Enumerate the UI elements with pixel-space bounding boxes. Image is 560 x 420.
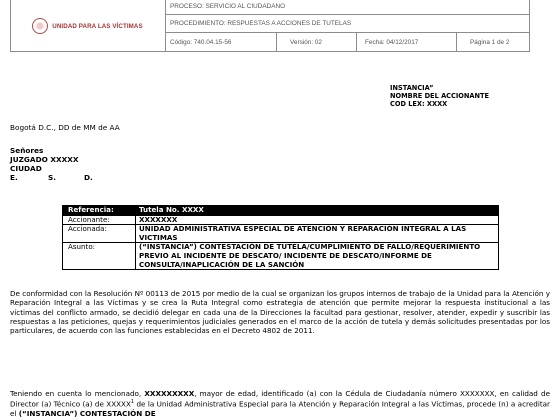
addressee-block [390,84,489,108]
logo-text: UNIDAD PARA LAS VÍCTIMAS [52,22,143,30]
paragraph-text-part: Teniendo en cuenta lo mencionado, [10,389,145,398]
row-label: Accionada: [63,225,136,243]
seal-icon [32,18,48,34]
header-divider [10,0,11,52]
lex-code: COD LEX: XXXX [390,100,448,108]
procedure-label: PROCEDIMIENTO: RESPUESTAS A ACCIONES DE TUTELAS [170,20,352,27]
place-date: Bogotá D.C., DD de MM de AA [10,123,120,132]
reference-table [62,205,499,270]
reference-value: Tutela No. XXXX [136,206,499,216]
paragraph-text: De conformidad con la Resolución Nº 00113 de 2015 por medio de la cual se organizan los grupos internos de trabajo de la Unidad para la Atención y Reparación Integral a las Víctimas y se crea la Ruta Integral como estrategia de atención que permite mejorar la respuesta institucional a las víctimas del conflicto armado, se decidió delegar en cada una de la Direcciones la facultad para gestionar, resolver, atender, expedir y suscribir las respuestas a las peticiones, quejas y requerimientos judiciales generados en el marco de la acción de tutela y demás solicitudes presentadas por los particulares, de acuerdo con las funciones establecidas en el Decreto 4802 de 2011. [10,289,550,336]
director-name: XXXXXXXXX [144,389,195,398]
row-value: UNIDAD ADMINISTRATIVA ESPECIAL DE ATENCIÓN Y REPARACIÓN INTEGRAL A LAS VICTIMAS [136,225,499,243]
row-value: XXXXXXX [136,215,499,225]
table-row [63,206,499,216]
table-row [63,225,499,243]
footnote-marker: 1 [130,399,135,406]
body-paragraph-1 [10,289,550,335]
header-divider [356,32,357,52]
header-divider [165,14,530,15]
header-divider [456,32,457,52]
version-label: Versión: 02 [290,39,322,46]
letter-e: E. [10,173,18,182]
salutation: Señores [10,146,44,155]
code-label: Código: 740.04.15-56 [170,39,232,46]
paragraph-text-part: de la Unidad Administrativa Especial para la Atención y Reparación Integral a las Víctimas, procede (n) a acreditar el [10,399,550,418]
court-line [10,155,79,164]
page-number: Página 1 de 2 [470,39,510,46]
city: CIUDAD [10,164,42,173]
header-divider [10,51,530,52]
row-label: Asunto: [63,243,136,270]
court-prefix: JUZGADO [10,155,48,164]
date-label: Fecha: 04/12/2017 [365,39,419,46]
logo [10,0,165,52]
document-header [10,0,530,52]
row-value: (“INSTANCIA”) CONTESTACIÓN DE TUTELA/CUMPLIMIENTO DE FALLO/REQUERIMIENTO PREVIO AL INCIDENTE DE DESCATO/ INCIDENTE DE DESCATO/INFORME DE CONSULTA/INAPLICACIÓN DE LA SANCIÓN [136,243,499,270]
letter-s: S. [48,173,57,182]
header-divider [165,32,530,33]
instance-subject: (“INSTANCIA”) CONTESTACIÓN DE [18,408,156,418]
claimant-name: NOMBRE DEL ACCIONANTE [390,92,490,100]
header-divider [529,0,530,52]
instance-line: INSTANCIA” [390,84,434,92]
reference-label: Referencia: [63,206,136,216]
table-row [63,243,499,270]
header-divider [165,0,166,52]
letter-d: D. [84,173,93,182]
paragraph-text [10,389,550,418]
paragraph-text-part: , mayor de edad, identificado (a) con la Cédula de Ciudadanía número XXXXXXX, en calidad de Director (a) Técnico (a) de XXXXX [10,389,550,409]
body-paragraph-2 [10,389,550,418]
court-name: XXXXX [50,155,79,164]
process-label: PROCESO: SERVICIO AL CIUDADANO [170,3,286,10]
header-divider [276,32,277,52]
row-label: Accionante: [63,215,136,225]
